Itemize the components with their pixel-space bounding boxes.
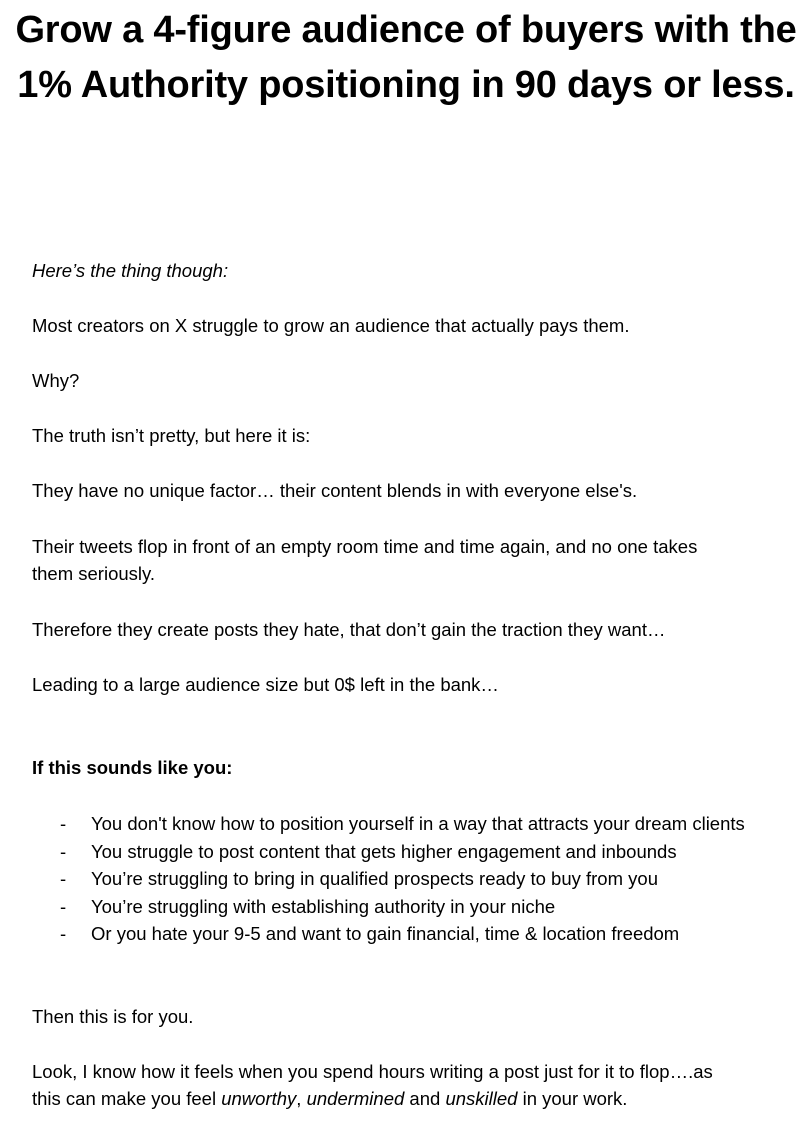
intro-paragraph-5-line-2: them seriously. bbox=[32, 563, 156, 584]
bullet-marker: - bbox=[60, 923, 67, 944]
list-item-text: Or you hate your 9-5 and want to gain financial, time & location freedom bbox=[91, 923, 680, 944]
list-item bbox=[32, 865, 792, 893]
intro-lead: Here’s the thing though: bbox=[32, 260, 229, 281]
closing-suffix: in your work. bbox=[517, 1088, 628, 1109]
closing-line-1: Look, I know how it feels when you spend hours writing a post just for it to flop….as bbox=[32, 1061, 713, 1082]
intro-paragraph-6: Therefore they create posts they hate, that don’t gain the traction they want… bbox=[32, 619, 666, 640]
page-title: Grow a 4-figure audience of buyers with the 1% Authority positioning in 90 days or less. bbox=[15, 9, 797, 106]
bullet-marker: - bbox=[60, 840, 67, 862]
list-item-text: You don't know how to position yourself in a way that attracts your dream clients bbox=[91, 813, 745, 834]
bullet-marker: - bbox=[60, 895, 67, 917]
closing-separator-2: and bbox=[404, 1088, 446, 1109]
list-item-text: You’re struggling to bring in qualified prospects ready to buy from you bbox=[91, 868, 658, 889]
emphasis-word-undermined: undermined bbox=[306, 1088, 405, 1109]
closing-prefix: this can make you feel bbox=[32, 1088, 222, 1109]
bullet-marker: - bbox=[60, 813, 67, 834]
intro-paragraph-2: Why? bbox=[32, 370, 80, 391]
list-item bbox=[32, 920, 792, 948]
emphasis-word-unworthy: unworthy bbox=[221, 1088, 297, 1109]
section-heading: If this sounds like you: bbox=[32, 757, 233, 778]
closing-separator-1: , bbox=[296, 1088, 307, 1109]
intro-paragraph-3: The truth isn’t pretty, but here it is: bbox=[32, 425, 311, 446]
then-statement: Then this is for you. bbox=[32, 1006, 194, 1027]
intro-paragraph-4: They have no unique factor… their content blends in with everyone else's. bbox=[32, 480, 638, 501]
closing-line-2 bbox=[32, 1085, 792, 1112]
list-item bbox=[32, 893, 792, 921]
intro-paragraph-1: Most creators on X struggle to grow an audience that actually pays them. bbox=[32, 315, 630, 336]
emphasis-word-unskilled: unskilled bbox=[445, 1088, 518, 1109]
bullet-marker: - bbox=[60, 868, 67, 889]
closing-paragraph bbox=[32, 1058, 792, 1112]
list-item bbox=[32, 810, 792, 838]
list-item bbox=[32, 838, 792, 866]
list-item-text: You struggle to post content that gets higher engagement and inbounds bbox=[91, 840, 677, 862]
intro-paragraph-7: Leading to a large audience size but 0$ left in the bank… bbox=[32, 674, 499, 695]
bullet-list bbox=[32, 810, 792, 948]
intro-paragraph-5 bbox=[32, 533, 792, 587]
intro-paragraph-5-line-1: Their tweets flop in front of an empty room time and time again, and no one takes bbox=[32, 536, 698, 557]
list-item-text: You’re struggling with establishing authority in your niche bbox=[91, 895, 556, 917]
